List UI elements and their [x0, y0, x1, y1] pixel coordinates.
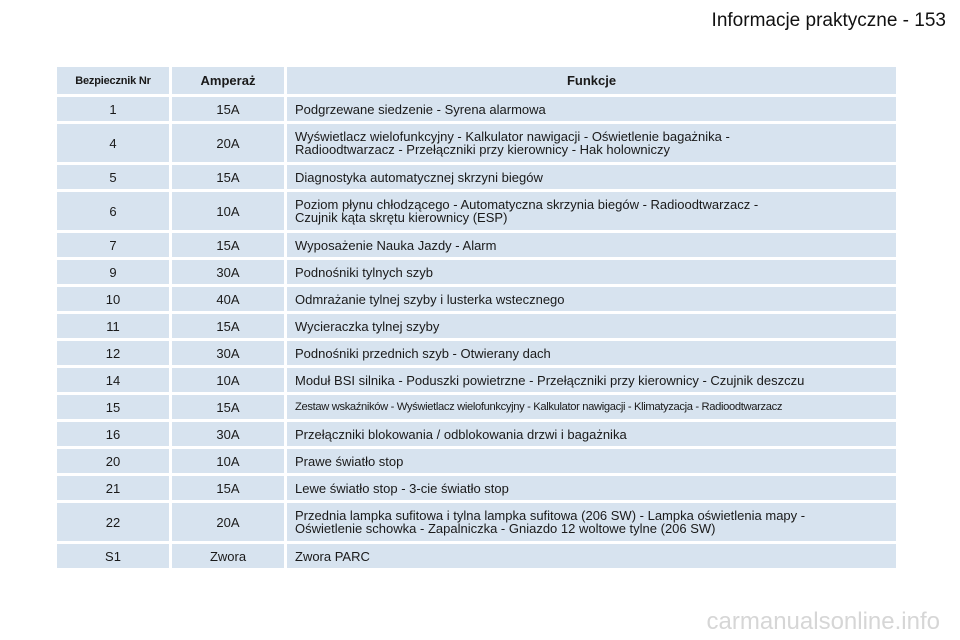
- fuse-number-cell: 6: [57, 192, 169, 230]
- table-row: [57, 314, 896, 338]
- page-header: Informacje praktyczne - 153: [711, 10, 946, 31]
- fuse-number-cell: S1: [57, 544, 169, 568]
- header-fuse-number: Bezpiecznik Nr: [57, 67, 169, 94]
- table-row: [57, 287, 896, 311]
- function-cell: Podnośniki tylnych szyb: [287, 260, 896, 284]
- table-row: [57, 233, 896, 257]
- amperage-cell: 15A: [172, 476, 284, 500]
- table-row: [57, 165, 896, 189]
- table-row: [57, 476, 896, 500]
- fuse-table: [54, 64, 899, 571]
- fuse-number-cell: 20: [57, 449, 169, 473]
- amperage-cell: 20A: [172, 503, 284, 541]
- fuse-number-cell: 7: [57, 233, 169, 257]
- header-amperage: Amperaż: [172, 67, 284, 94]
- amperage-cell: 30A: [172, 341, 284, 365]
- amperage-cell: 20A: [172, 124, 284, 162]
- table-row: [57, 395, 896, 419]
- amperage-cell: 15A: [172, 395, 284, 419]
- fuse-number-cell: 9: [57, 260, 169, 284]
- fuse-number-cell: 16: [57, 422, 169, 446]
- function-cell: Przednia lampka sufitowa i tylna lampka sufitowa (206 SW) - Lampka oświetlenia mapy - Oświetlenie schowka - Zapalniczka - Gniazdo 12 woltowe tylne (206 SW): [287, 503, 896, 541]
- function-cell: Odmrażanie tylnej szyby i lusterka wstecznego: [287, 287, 896, 311]
- fuse-number-cell: 4: [57, 124, 169, 162]
- table-row: [57, 368, 896, 392]
- function-cell: Diagnostyka automatycznej skrzyni biegów: [287, 165, 896, 189]
- function-cell: Moduł BSI silnika - Poduszki powietrzne - Przełączniki przy kierownicy - Czujnik deszczu: [287, 368, 896, 392]
- amperage-cell: Zwora: [172, 544, 284, 568]
- function-cell: Poziom płynu chłodzącego - Automatyczna skrzynia biegów - Radioodtwarzacz - Czujnik kąta skrętu kierownicy (ESP): [287, 192, 896, 230]
- table-row: [57, 449, 896, 473]
- amperage-cell: 15A: [172, 314, 284, 338]
- amperage-cell: 15A: [172, 165, 284, 189]
- function-cell: Podgrzewane siedzenie - Syrena alarmowa: [287, 97, 896, 121]
- function-cell: Wyświetlacz wielofunkcyjny - Kalkulator nawigacji - Oświetlenie bagażnika - Radioodtwarzacz - Przełączniki przy kierownicy - Hak holowniczy: [287, 124, 896, 162]
- function-cell: Wyposażenie Nauka Jazdy - Alarm: [287, 233, 896, 257]
- amperage-cell: 40A: [172, 287, 284, 311]
- amperage-cell: 30A: [172, 422, 284, 446]
- function-cell: Zwora PARC: [287, 544, 896, 568]
- function-cell: Zestaw wskaźników - Wyświetlacz wielofunkcyjny - Kalkulator nawigacji - Klimatyzacja - Radioodtwarzacz: [287, 395, 896, 419]
- table-row: [57, 97, 896, 121]
- table-row: [57, 260, 896, 284]
- table-row: [57, 544, 896, 568]
- fuse-number-cell: 10: [57, 287, 169, 311]
- fuse-number-cell: 15: [57, 395, 169, 419]
- amperage-cell: 15A: [172, 97, 284, 121]
- table-row: [57, 124, 896, 162]
- fuse-number-cell: 22: [57, 503, 169, 541]
- table-row: [57, 422, 896, 446]
- amperage-cell: 10A: [172, 192, 284, 230]
- function-cell: Przełączniki blokowania / odblokowania drzwi i bagażnika: [287, 422, 896, 446]
- table-row: [57, 192, 896, 230]
- amperage-cell: 10A: [172, 449, 284, 473]
- fuse-number-cell: 1: [57, 97, 169, 121]
- amperage-cell: 10A: [172, 368, 284, 392]
- amperage-cell: 30A: [172, 260, 284, 284]
- function-cell: Prawe światło stop: [287, 449, 896, 473]
- function-cell: Podnośniki przednich szyb - Otwierany dach: [287, 341, 896, 365]
- function-cell: Wycieraczka tylnej szyby: [287, 314, 896, 338]
- fuse-number-cell: 11: [57, 314, 169, 338]
- table-row: [57, 503, 896, 541]
- header-functions: Funkcje: [287, 67, 896, 94]
- fuse-number-cell: 14: [57, 368, 169, 392]
- fuse-number-cell: 21: [57, 476, 169, 500]
- amperage-cell: 15A: [172, 233, 284, 257]
- watermark: carmanualsonline.info: [706, 608, 940, 635]
- fuse-number-cell: 12: [57, 341, 169, 365]
- fuse-number-cell: 5: [57, 165, 169, 189]
- table-row: [57, 341, 896, 365]
- function-cell: Lewe światło stop - 3-cie światło stop: [287, 476, 896, 500]
- table-header-row: [57, 67, 896, 94]
